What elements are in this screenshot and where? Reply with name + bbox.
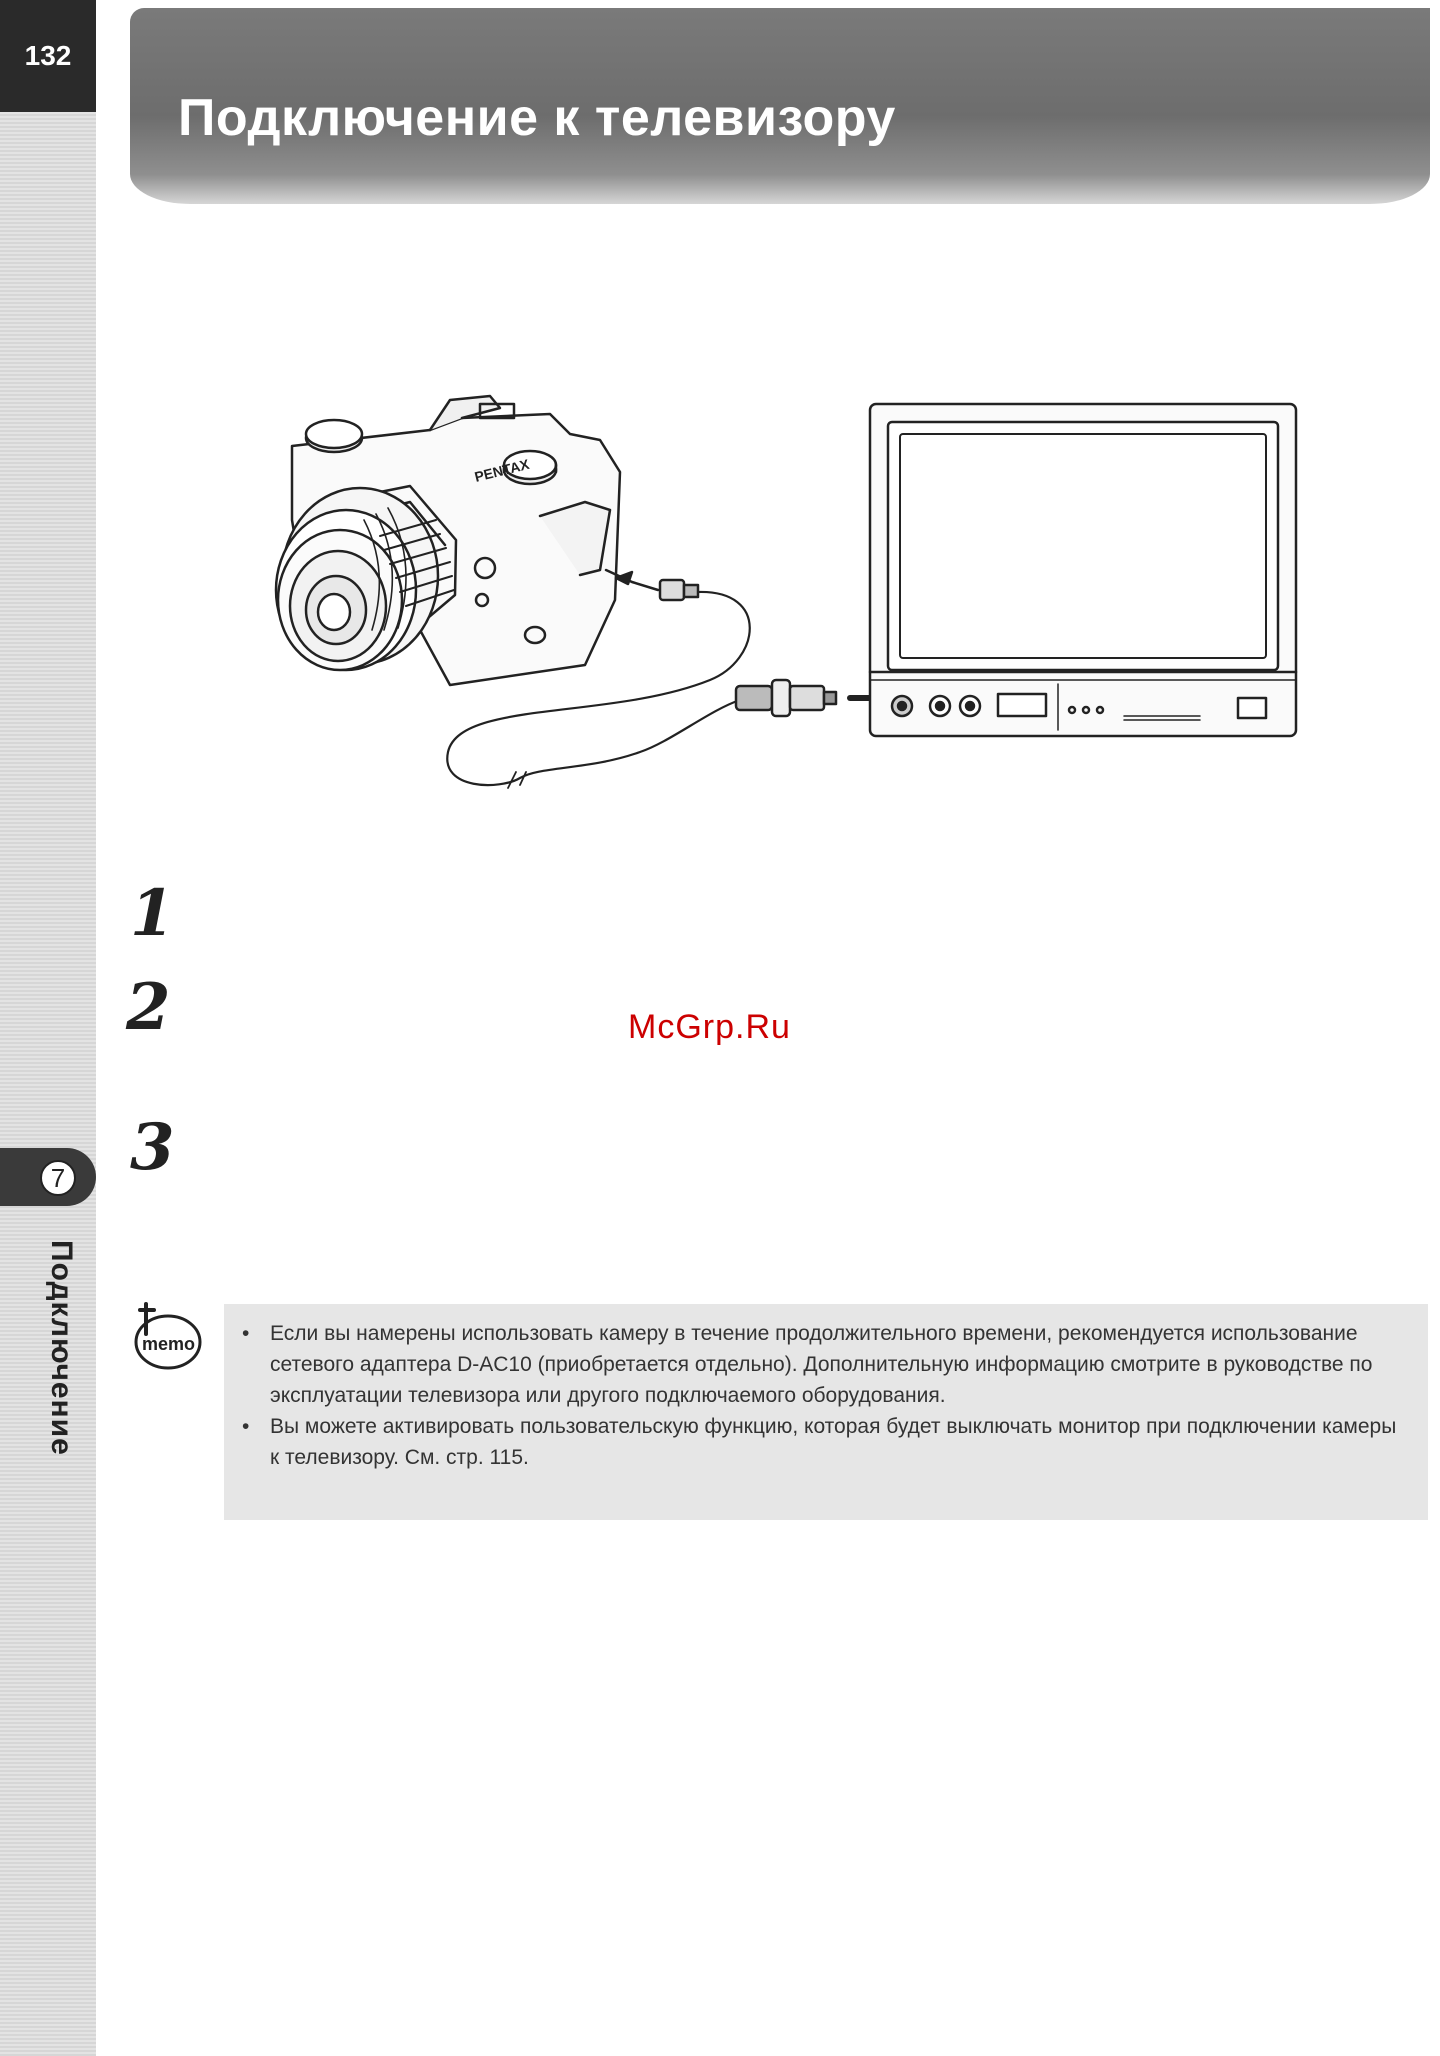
camera-brand-label: PENTAX <box>472 455 531 485</box>
page-number: 132 <box>0 0 96 112</box>
chapter-label: Подключение <box>45 1240 78 1456</box>
memo-icon <box>126 1300 206 1372</box>
watermark: McGrp.Ru <box>628 1008 791 1046</box>
step-number-1: 1 <box>130 876 175 951</box>
memo-item: • Вы можете активировать пользовательскую функцию, которая будет выключать монитор при подключении камеры к телевизору. См. стр. 115. <box>224 1411 1408 1473</box>
tv-icon <box>870 404 1296 736</box>
memo-item: • Если вы намерены использовать камеру в течение продолжительного времени, рекомендуется использование сетевого адаптера D-AC10 (приобретается отдельно). Дополнительную информацию смотрите в руководстве по эксплуатации телевизора или другого подключаемого оборудования. <box>224 1318 1408 1411</box>
memo-box <box>224 1304 1428 1520</box>
memo-icon-label: memo <box>142 1334 196 1354</box>
camera-tv-connection-illustration <box>240 380 1310 810</box>
memo-list <box>224 1304 1428 1473</box>
step-number-2: 2 <box>126 970 171 1045</box>
step-number-3: 3 <box>130 1110 175 1185</box>
page-title: Подключение к телевизору <box>178 89 896 147</box>
side-strip <box>0 0 96 2056</box>
camera-icon <box>276 396 620 685</box>
chapter-number: 7 <box>40 1160 76 1196</box>
